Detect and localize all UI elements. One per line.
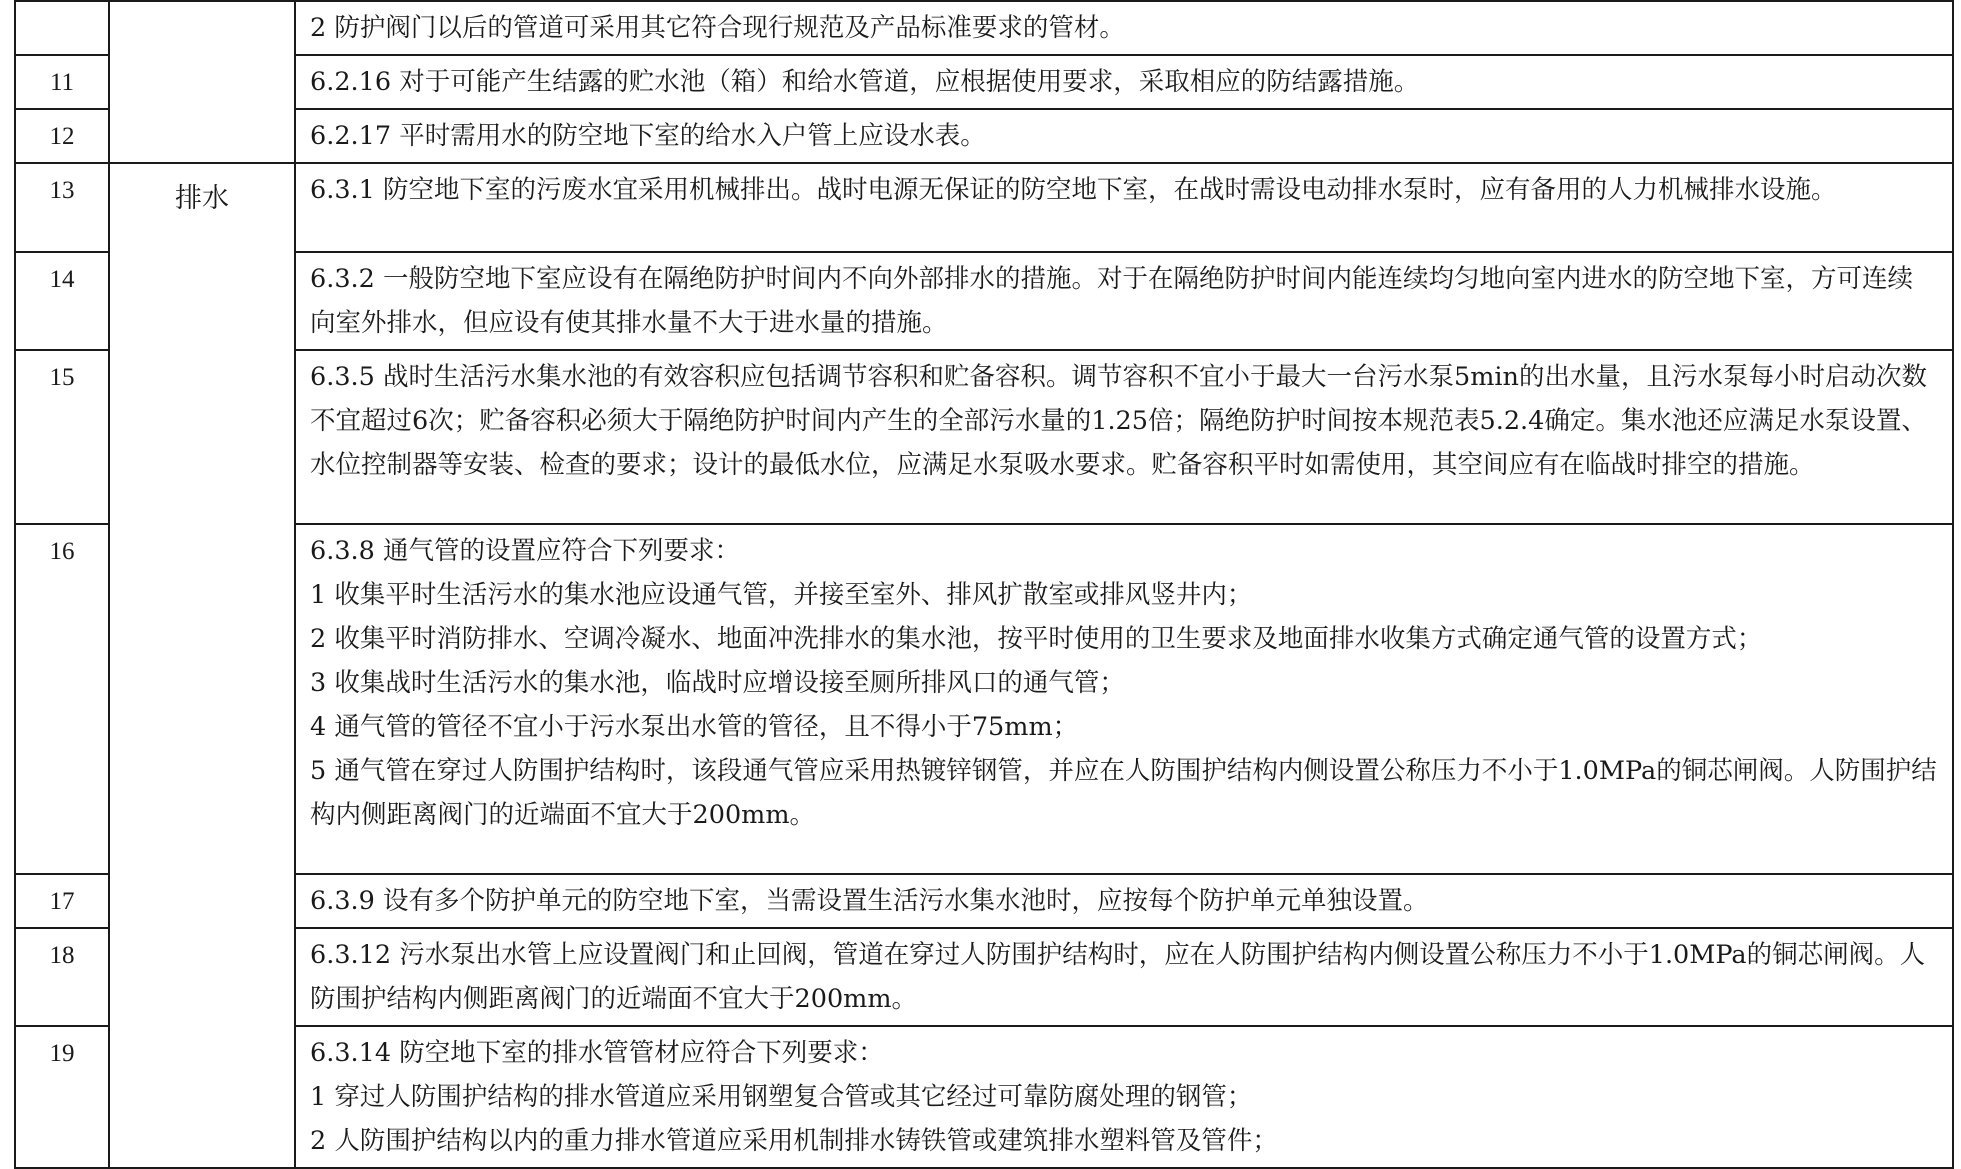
content-cell	[295, 1026, 1953, 1168]
table-row	[15, 109, 1953, 163]
content-cell	[295, 350, 1953, 524]
content-line: 1 收集平时生活污水的集水池应设通气管，并接至室外、排风扩散室或排风竖井内；	[310, 580, 1253, 610]
content-line: 5 通气管在穿过人防围护结构时，该段通气管应采用热镀锌钢管，并应在人防围护结构内侧设置公称压力不小于1.0MPa的铜芯闸阀。人防围护结构内侧距离阀门的近端面不宜大于200mm。	[310, 756, 1937, 830]
category-cell-previous	[109, 1, 295, 163]
content-cell	[295, 928, 1953, 1026]
content-cell	[295, 109, 1953, 163]
row-number: 19	[15, 1026, 109, 1168]
content-line: 6.3.14 防空地下室的排水管管材应符合下列要求：	[310, 1038, 884, 1068]
row-number: 13	[15, 163, 109, 252]
row-number: 11	[15, 55, 109, 109]
content-line: 6.2.16 对于可能产生结露的贮水池（箱）和给水管道，应根据使用要求，采取相应的防结露措施。	[310, 67, 1420, 97]
content-line: 6.3.9 设有多个防护单元的防空地下室，当需设置生活污水集水池时，应按每个防护单元单独设置。	[310, 886, 1429, 916]
content-cell	[295, 1, 1953, 55]
content-cell	[295, 874, 1953, 928]
table-row	[15, 163, 1953, 252]
table-row	[15, 1, 1953, 55]
content-line: 1 穿过人防围护结构的排水管道应采用钢塑复合管或其它经过可靠防腐处理的钢管；	[310, 1082, 1253, 1112]
content-line: 6.3.12 污水泵出水管上应设置阀门和止回阀，管道在穿过人防围护结构时，应在人防围护结构内侧设置公称压力不小于1.0MPa的铜芯闸阀。人防围护结构内侧距离阀门的近端面不宜大于200mm。	[310, 940, 1926, 1014]
content-cell	[295, 252, 1953, 350]
content-line: 6.3.8 通气管的设置应符合下列要求：	[310, 536, 740, 566]
row-number: 18	[15, 928, 109, 1026]
specification-table	[14, 0, 1954, 1169]
content-cell	[295, 163, 1953, 252]
content-cell	[295, 55, 1953, 109]
content-line: 4 通气管的管径不宜小于污水泵出水管的管径，且不得小于75mm；	[310, 712, 1079, 742]
content-line: 6.3.1 防空地下室的污废水宜采用机械排出。战时电源无保证的防空地下室，在战时需设电动排水泵时，应有备用的人力机械排水设施。	[310, 175, 1837, 205]
content-line: 2 人防围护结构以内的重力排水管道应采用机制排水铸铁管或建筑排水塑料管及管件；	[310, 1126, 1278, 1156]
row-number: 16	[15, 524, 109, 874]
content-line: 6.2.17 平时需用水的防空地下室的给水入户管上应设水表。	[310, 121, 986, 151]
content-cell	[295, 524, 1953, 874]
table-row	[15, 874, 1953, 928]
row-number: 12	[15, 109, 109, 163]
content-line: 2 收集平时消防排水、空调冷凝水、地面冲洗排水的集水池，按平时使用的卫生要求及地面排水收集方式确定通气管的设置方式；	[310, 624, 1763, 654]
row-number: 15	[15, 350, 109, 524]
table-row	[15, 928, 1953, 1026]
content-line: 3 收集战时生活污水的集水池，临战时应增设接至厕所排风口的通气管；	[310, 668, 1125, 698]
content-line: 6.3.2 一般防空地下室应设有在隔绝防护时间内不向外部排水的措施。对于在隔绝防护时间内能连续均匀地向室内进水的防空地下室，方可连续向室外排水，但应设有使其排水量不大于进水量的措施。	[310, 264, 1913, 338]
row-number: 17	[15, 874, 109, 928]
table-row	[15, 524, 1953, 874]
table-row	[15, 1026, 1953, 1168]
table-row	[15, 252, 1953, 350]
row-number	[15, 1, 109, 55]
content-line: 2 防护阀门以后的管道可采用其它符合现行规范及产品标准要求的管材。	[310, 13, 1125, 43]
category-drainage: 排水	[109, 163, 295, 1168]
table-row	[15, 350, 1953, 524]
row-number: 14	[15, 252, 109, 350]
table-row	[15, 55, 1953, 109]
content-line: 6.3.5 战时生活污水集水池的有效容积应包括调节容积和贮备容积。调节容积不宜小于最大一台污水泵5min的出水量，且污水泵每小时启动次数不宜超过6次；贮备容积必须大于隔绝防护时间内产生的全部污水量的1.25倍；隔绝防护时间按本规范表5.2.4确定。集水池还应满足水泵设置、水位控制器等安装、检查的要求；设计的最低水位，应满足水泵吸水要求。贮备容积平时如需使用，其空间应有在临战时排空的措施。	[310, 362, 1927, 480]
